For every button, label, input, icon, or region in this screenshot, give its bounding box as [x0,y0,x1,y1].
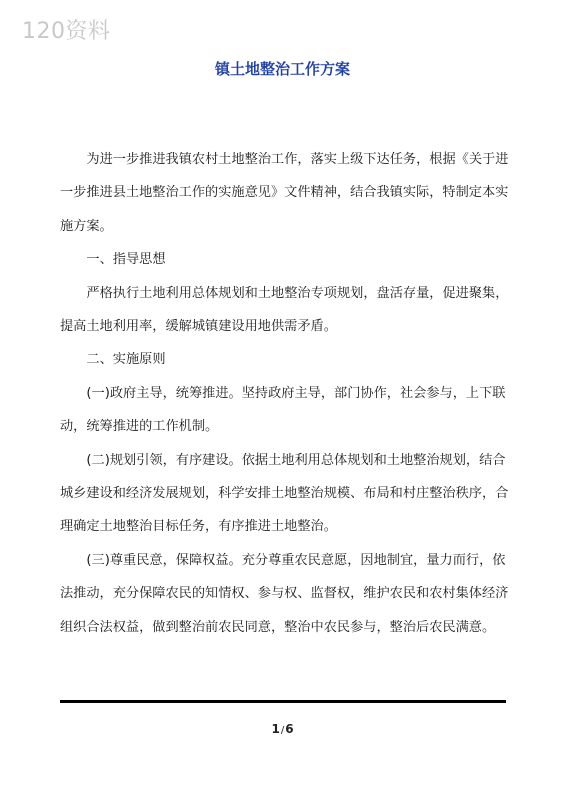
page-number [0,722,565,736]
total-pages: 6 [285,722,294,736]
document-title: 镇土地整治工作方案 [214,60,350,78]
paragraph-guiding-ideology: 严格执行土地利用总体规划和土地整治专项规划，盘活存量，促进聚集，提高土地利用率，缓解城镇建设用地供需矛盾。 [60,285,509,335]
watermark-logo: 120资料 [22,19,111,44]
footer-divider [60,700,506,703]
current-page: 1 [271,722,280,736]
heading-guiding-ideology: 一、指导思想 [86,252,166,268]
document-body [60,143,516,644]
page-separator: / [280,725,285,736]
paragraph-principle-1: (一)政府主导，统筹推进。坚持政府主导，部门协作，社会参与，上下联动，统筹推进的工作机制。 [60,385,506,435]
paragraph-principle-3: (三)尊重民意，保障权益。充分尊重农民意愿，因地制宜，量力而行，依法推动，充分保障农民的知情权、参与权、监督权，维护农民和农村集体经济组织合法权益，做到整治前农民同意，整治中农民参与，整治后农民满意。 [60,552,509,635]
heading-implementation-principles: 二、实施原则 [86,352,166,368]
paragraph-principle-2: (二)规划引领，有序建设。依据土地利用总体规划和土地整治规划，结合城乡建设和经济发展规划，科学安排土地整治规模、布局和村庄整治秩序，合理确定土地整治目标任务，有序推进土地整治。 [60,452,509,535]
paragraph-intro: 为进一步推进我镇农村土地整治工作，落实上级下达任务，根据《关于进一步推进县土地整治工作的实施意见》文件精神，结合我镇实际，特制定本实施方案。 [60,152,509,234]
